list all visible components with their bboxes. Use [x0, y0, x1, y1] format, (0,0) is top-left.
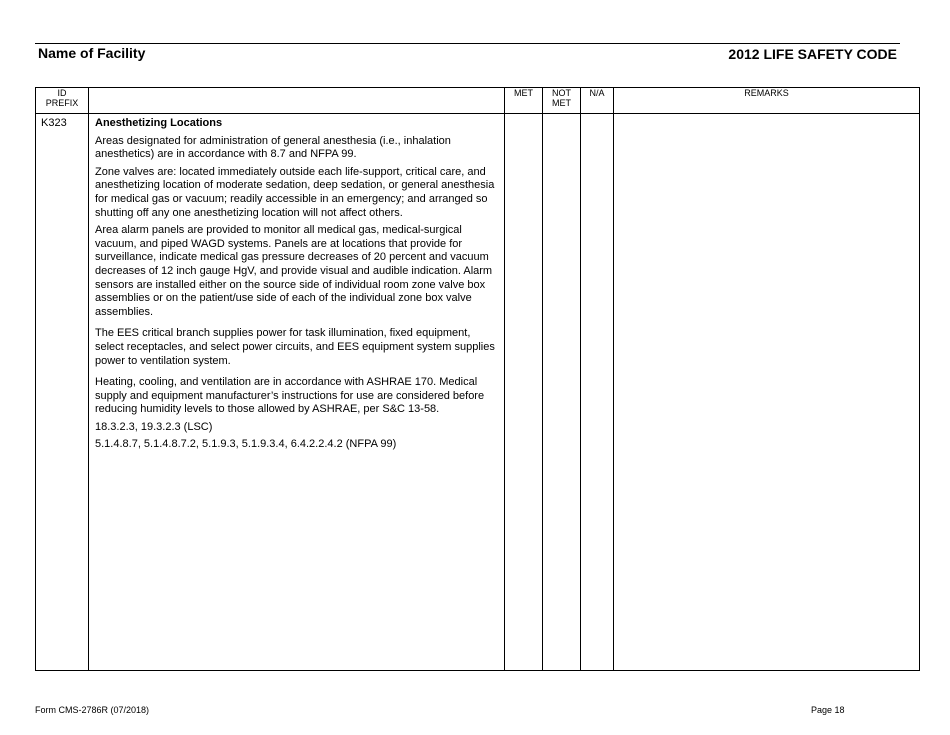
remarks-cell[interactable] — [614, 114, 920, 671]
id-prefix-cell: K323 — [36, 114, 89, 671]
page-number: Page 18 — [811, 705, 845, 715]
met-cell[interactable] — [505, 114, 543, 671]
col-header-id-line2: PREFIX — [45, 98, 79, 108]
col-header-id-line1: ID — [57, 88, 67, 98]
requirement-paragraph: Zone valves are: located immediately outside each life-support, critical care, and anesthetizing location of moderate sedation, deep sedation, or general anesthesia for medical gas or vacuum; readily accessible in an emergency; and arranged so shutting off any one anesthetizing location will not affect others. — [95, 165, 495, 219]
requirement-paragraph: Area alarm panels are provided to monitor all medical gas, medical-surgical vacuum, and piped WAGD systems. Panels are at locations that provide for surveillance, indicate medical gas pressure decreases of 20 percent and vacuum decreases of 12 inch gauge HgV, and provide visual and audible indication. Alarm sensors are installed either on the source side of individual room zone valve box assemblies or on the patient/use side of each of the individual zone box valve assemblies. — [95, 224, 493, 318]
requirement-paragraph: Heating, cooling, and ventilation are in accordance with ASHRAE 170. Medical supply and equipment manufacturer’s instructions for use are considered before reducing humidity levels to those allowed by ASHRAE, per S&C 13-58. — [95, 376, 485, 416]
reference-nfpa: 5.1.4.8.7, 5.1.4.8.7.2, 5.1.9.3, 5.1.9.3.4, 6.4.2.2.4.2 (NFPA 99) — [95, 438, 397, 451]
col-header-na: N/A — [581, 88, 614, 114]
reference-lsc: 18.3.2.3, 19.3.2.3 (LSC) — [95, 420, 213, 433]
requirement-paragraph: The EES critical branch supplies power for task illumination, fixed equipment, select receptacles, and select power circuits, and EES equipment system supplies power to ventilation system. — [95, 327, 495, 367]
not-met-cell[interactable] — [543, 114, 581, 671]
col-header-not-met-line2: MET — [552, 98, 571, 108]
table-row — [36, 114, 920, 671]
col-header-id-prefix — [36, 88, 89, 114]
col-header-met: MET — [505, 88, 543, 114]
col-header-description — [89, 88, 505, 114]
survey-table — [35, 87, 920, 671]
table-header-row — [36, 88, 920, 114]
form-number: Form CMS-2786R (07/2018) — [35, 705, 150, 715]
requirement-paragraph: Areas designated for administration of general anesthesia (i.e., inhalation anesthetics) are in accordance with 8.7 and NFPA 99. — [95, 134, 451, 161]
na-cell[interactable] — [581, 114, 614, 671]
header-rule — [35, 43, 900, 44]
description-cell — [89, 114, 505, 671]
code-title: 2012 LIFE SAFETY CODE — [728, 46, 897, 62]
facility-name-label: Name of Facility — [38, 45, 146, 61]
col-header-not-met-line1: NOT — [552, 88, 571, 98]
requirement-title: Anesthetizing Locations — [95, 117, 223, 129]
col-header-not-met — [543, 88, 581, 114]
col-header-remarks: REMARKS — [614, 88, 920, 114]
